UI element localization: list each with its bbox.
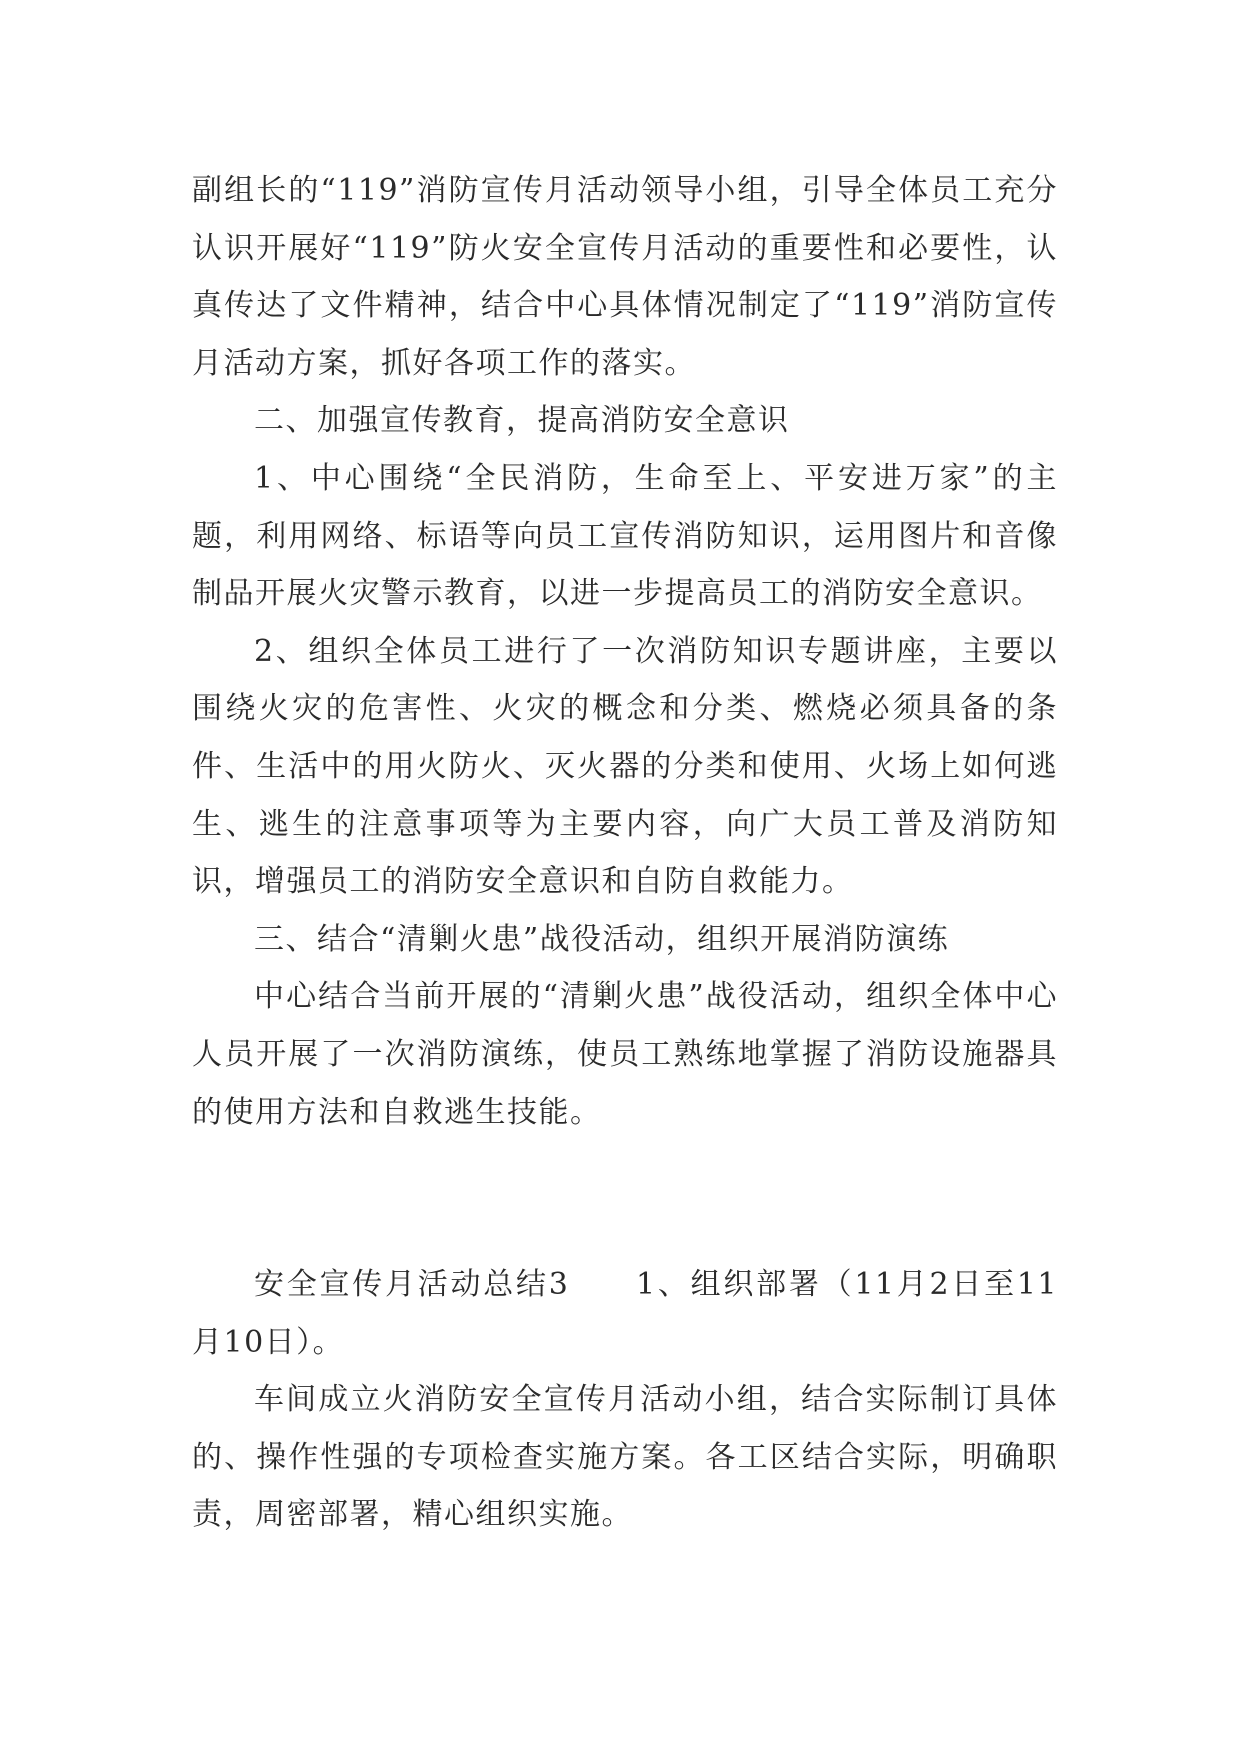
paragraph-item-2: 2、组织全体员工进行了一次消防知识专题讲座，主要以围绕火灾的危害性、火灾的概念和分类、燃烧必须具备的条件、生活中的用火防火、灭火器的分类和使用、火场上如何逃生、逃生的注意事项等为主要内容，向广大员工普及消防知识，增强员工的消防安全意识和自防自救能力。 [192,633,1058,900]
paragraph-continuation: 副组长的“119”消防宣传月活动领导小组，引导全体员工充分认识开展好“119”防火安全宣传月活动的重要性和必要性，认真传达了文件精神，结合中心具体情况制定了“119”消防宣传月活动方案，抓好各项工作的落实。 [192,173,1058,381]
document-body [192,162,1058,1544]
summary-heading-3: 安全宣传月活动总结3 1、组织部署（11月2日至11月10日）。 [192,1267,1058,1360]
paragraph-item-1: 1、中心围绕“全民消防，生命至上、平安进万家”的主题，利用网络、标语等向员工宣传消防知识，运用图片和音像制品开展火灾警示教育，以进一步提高员工的消防安全意识。 [192,460,1058,612]
section-gap [192,1141,1058,1256]
paragraph-drill: 中心结合当前开展的“清剿火患”战役活动，组织全体中心人员开展了一次消防演练，使员工熟练地掌握了消防设施器具的使用方法和自救逃生技能。 [192,979,1058,1130]
paragraph-workshop: 车间成立火消防安全宣传月活动小组，结合实际制订具体的、操作性强的专项检查实施方案。各工区结合实际，明确职责，周密部署，精心组织实施。 [192,1382,1058,1533]
section-heading-2: 二、加强宣传教育，提高消防安全意识 [254,403,790,439]
section-heading-3: 三、结合“清剿火患”战役活动，组织开展消防演练 [254,921,950,957]
